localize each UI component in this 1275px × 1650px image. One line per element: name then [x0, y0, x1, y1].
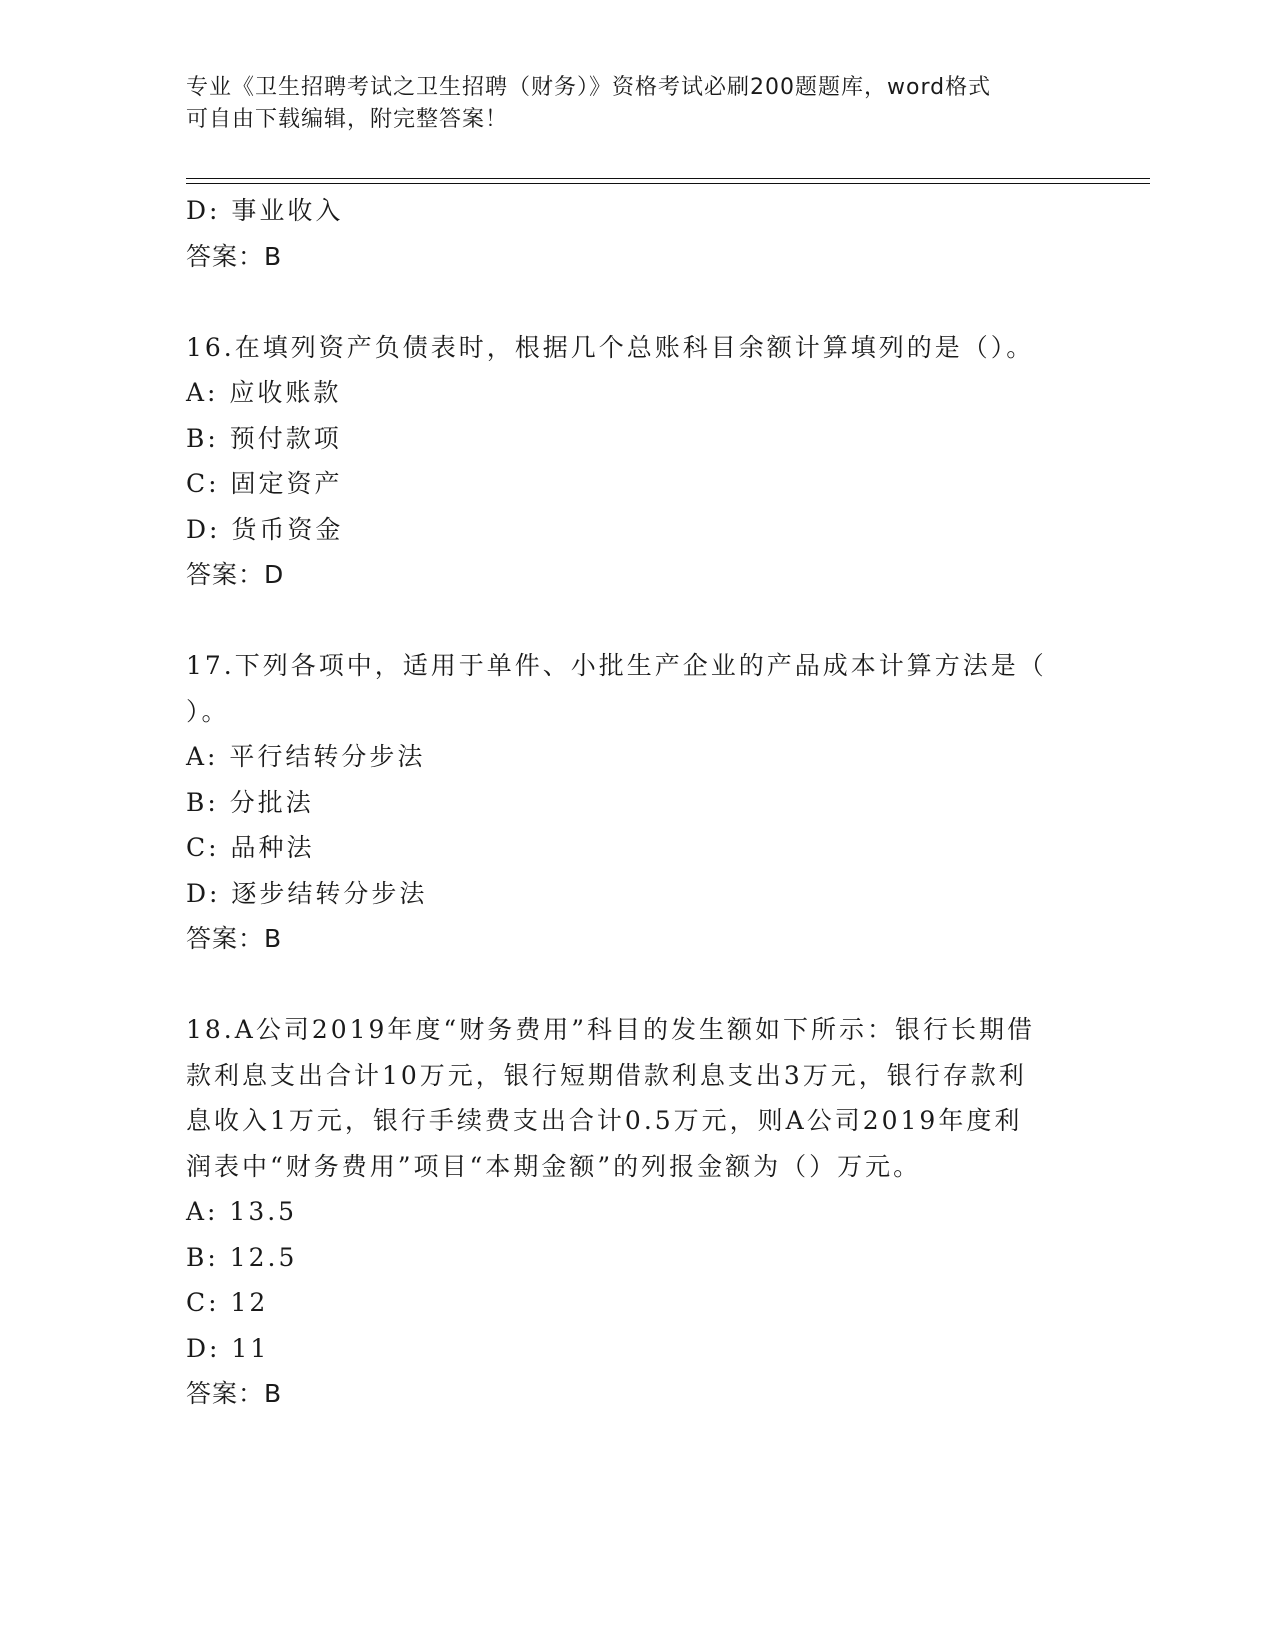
question-text: 16.在填列资产负债表时，根据几个总账科目余额计算填列的是（）。 — [186, 332, 1035, 362]
option-b: B: 预付款项 — [186, 423, 342, 453]
option-d: D: 逐步结转分步法 — [186, 878, 428, 908]
spacer — [186, 279, 1086, 325]
option-c: C: 12 — [186, 1288, 269, 1317]
option-d: D: 11 — [186, 1333, 270, 1363]
option-c: C: 固定资产 — [186, 469, 343, 498]
question-text-line-2: ）。 — [186, 696, 230, 726]
header-divider-bottom — [186, 183, 1150, 184]
question-list — [186, 188, 1086, 1417]
option-a: A: 平行结转分步法 — [186, 742, 426, 771]
option-d: D: 事业收入 — [186, 196, 344, 225]
document-header — [186, 72, 1066, 136]
question-text-line-2: 款利息支出合计10万元，银行短期借款利息支出3万元，银行存款利 — [186, 1060, 1027, 1090]
option-d: D: 货币资金 — [186, 514, 344, 544]
option-b: B: 分批法 — [186, 787, 314, 817]
question-16 — [186, 325, 1086, 598]
header-line-1: 专业《卫生招聘考试之卫生招聘（财务）》资格考试必刷200题题库，word格式 — [186, 75, 992, 100]
option-a: A: 应收账款 — [186, 378, 342, 407]
answer-line: 答案：B — [186, 924, 283, 953]
question-17 — [186, 643, 1086, 962]
option-a: A: 13.5 — [186, 1197, 298, 1226]
header-divider-top — [186, 178, 1150, 179]
question-text-line-3: 息收入1万元，银行手续费支出合计0.5万元，则A公司2019年度利 — [186, 1106, 1023, 1135]
question-text-line-1: 18.A公司2019年度“财务费用”科目的发生额如下所示：银行长期借 — [186, 1015, 1035, 1044]
option-b: B: 12.5 — [186, 1242, 298, 1272]
question-text-line-1: 17.下列各项中，适用于单件、小批生产企业的产品成本计算方法是（ — [186, 651, 1047, 680]
spacer — [186, 598, 1086, 644]
answer-line: 答案：D — [186, 560, 285, 589]
header-line-2: 可自由下载编辑，附完整答案！ — [186, 107, 509, 132]
answer-line: 答案：B — [186, 1379, 283, 1408]
spacer — [186, 962, 1086, 1008]
question-text-line-4: 润表中“财务费用”项目“本期金额”的列报金额为（）万元。 — [186, 1151, 922, 1181]
answer-line: 答案：B — [186, 241, 283, 271]
question-18 — [186, 1007, 1086, 1417]
option-c: C: 品种法 — [186, 833, 315, 862]
